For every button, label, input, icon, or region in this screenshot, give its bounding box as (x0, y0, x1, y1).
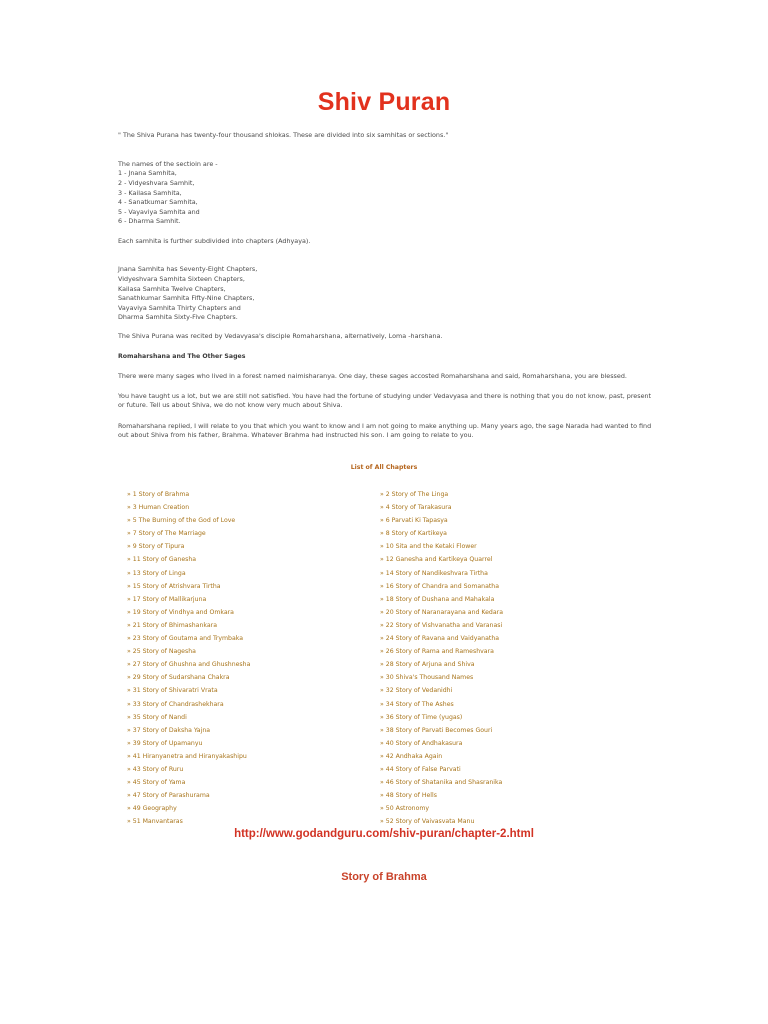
chapter-link[interactable]: » 13 Story of Linga (127, 569, 186, 577)
chapter-row (127, 660, 647, 673)
chapter-count-item: Sanathkumar Samhita Fifty-Nine Chapters, (118, 294, 255, 303)
chapter-link[interactable]: » 35 Story of Nandi (127, 713, 187, 721)
chapter-link[interactable]: » 37 Story of Daksha Yajna (127, 726, 211, 734)
chapter-link[interactable]: » 19 Story of Vindhya and Omkara (127, 608, 234, 616)
chapter-row (127, 778, 647, 791)
chapter-link[interactable]: » 41 Hiranyanetra and Hiranyakashipu (127, 752, 247, 760)
chapter-link[interactable]: » 28 Story of Arjuna and Shiva (380, 661, 475, 669)
sections-list (118, 169, 658, 227)
section-item: 1 - Jnana Samhita, (118, 169, 177, 178)
chapter-link[interactable]: » 39 Story of Upamanyu (127, 739, 203, 747)
chapter-link[interactable]: » 6 Parvati Ki Tapasya (380, 517, 448, 525)
chapter-link[interactable]: » 47 Story of Parashurama (127, 792, 210, 800)
sages-paragraph-1: There were many sages who lived in a forest named naimisharanya. One day, these sages accosted Romaharshana and said, Romaharshana, you are blessed. (118, 371, 627, 380)
section-item: 3 - Kailasa Samhita, (118, 188, 182, 197)
chapter-link[interactable]: » 17 Story of Mallikarjuna (127, 595, 207, 603)
chapter-link[interactable]: » 1 Story of Brahma (127, 491, 190, 498)
chapter-count-item: Jnana Samhita has Seventy-Eight Chapters, (118, 265, 258, 274)
page-title: Shiv Puran (317, 88, 451, 116)
chapter-row (127, 555, 647, 568)
chapter-row (127, 673, 647, 686)
chapter-row (127, 490, 647, 503)
chapter-link[interactable]: » 12 Ganesha and Kartikeya Quarrel (380, 556, 493, 564)
chapter-row (127, 739, 647, 752)
chapter-row (127, 752, 647, 765)
chapter-link[interactable]: » 46 Story of Shatanika and Shasranika (380, 779, 503, 787)
chapter-row (127, 542, 647, 555)
recited-text: The Shiva Purana was recited by Vedavyasa's disciple Romaharshana, alternatively, Loma -harshana. (118, 332, 443, 341)
chapter-link[interactable]: » 48 Story of Hells (380, 792, 437, 800)
section-item: 2 - Vidyeshvara Samhit, (118, 178, 195, 187)
chapter-row (127, 503, 647, 516)
chapter-link[interactable]: » 32 Story of Vedanidhi (380, 687, 453, 695)
chapter-counts-list (118, 265, 658, 323)
chapter-link[interactable]: » 43 Story of Ruru (127, 765, 184, 773)
chapter-row (127, 765, 647, 778)
chapter-link[interactable]: » 50 Astronomy (380, 805, 430, 813)
chapter-link[interactable]: » 38 Story of Parvati Becomes Gouri (380, 726, 493, 734)
chapter-row (127, 791, 647, 804)
chapter-link[interactable]: » 45 Story of Yama (127, 779, 186, 787)
source-url[interactable]: http://www.godandguru.com/shiv-puran/chapter-2.html (234, 828, 534, 840)
intro-quote: " The Shiva Purana has twenty-four thousand shlokas. These are divided into six samhitas or sections." (118, 131, 449, 139)
chapter-row (127, 608, 647, 621)
chapter-row (127, 621, 647, 634)
chapter-link[interactable]: » 27 Story of Ghushna and Ghushnesha (127, 661, 251, 669)
chapter-link[interactable]: » 36 Story of Time (yugas) (380, 713, 463, 721)
chapter-link[interactable]: » 8 Story of Kartikeya (380, 530, 447, 538)
chapter-count-item: Dharma Samhita Sixty-Five Chapters. (118, 313, 238, 322)
chapter-link[interactable]: » 16 Story of Chandra and Somanatha (380, 582, 500, 590)
chapter-count-item: Vidyeshvara Samhita Sixteen Chapters, (118, 274, 245, 283)
sages-paragraph-2: You have taught us a lot, but we are still not satisfied. You have had the fortune of studying under Vedavyasa and there is nothing that you do not know, past, present or future. Tell us about Shiva, we do not know very much about Shiva. (118, 391, 652, 410)
chapter-row (127, 516, 647, 529)
chapter-link[interactable]: » 52 Story of Vaivasvata Manu (380, 818, 475, 826)
chapter-link[interactable]: » 20 Story of Naranarayana and Kedara (380, 608, 503, 616)
chapter-row (127, 726, 647, 739)
chapter-row (127, 713, 647, 726)
subdivided-text: Each samhita is further subdivided into chapters (Adhyaya). (118, 236, 311, 245)
chapter-link[interactable]: » 2 Story of The Linga (380, 491, 449, 498)
chapter-link[interactable]: » 23 Story of Goutama and Trymbaka (127, 635, 244, 643)
section-item: 6 - Dharma Samhit. (118, 217, 181, 226)
chapter-link[interactable]: » 9 Story of Tipura (127, 543, 185, 551)
sages-paragraph-3: Romaharshana replied, I will relate to you that which you want to know and I am not going to make anything up. Many years ago, the sage Narada had wanted to find out about Shiva from his father, Brahma. Whatever Brahma had instructed his son. I am going to relate to you. (118, 421, 652, 440)
chapter-link[interactable]: » 11 Story of Ganesha (127, 556, 197, 564)
intro-body (118, 131, 658, 441)
chapter-row (127, 700, 647, 713)
chapter-link[interactable]: » 18 Story of Dushana and Mahakala (380, 595, 495, 603)
chapters-heading: List of All Chapters (350, 464, 418, 471)
chapter-link[interactable]: » 22 Story of Vishvanatha and Varanasi (380, 621, 503, 629)
chapter-link[interactable]: » 24 Story of Ravana and Vaidyanatha (380, 635, 500, 643)
chapter-link[interactable]: » 26 Story of Rama and Rameshvara (380, 648, 494, 656)
chapter-link[interactable]: » 29 Story of Sudarshana Chakra (127, 674, 230, 682)
sages-heading: Romaharshana and The Other Sages (118, 352, 246, 360)
chapter-row (127, 804, 647, 817)
section-item: 5 - Vayaviya Samhita and (118, 207, 200, 216)
chapter-link[interactable]: » 34 Story of The Ashes (380, 700, 454, 708)
chapter-link[interactable]: » 42 Andhaka Again (380, 752, 443, 760)
chapter-count-item: Vayaviya Samhita Thirty Chapters and (118, 303, 241, 312)
chapter-row (127, 595, 647, 608)
chapter-link[interactable]: » 33 Story of Chandrashekhara (127, 700, 224, 708)
chapter-count-item: Kailasa Samhita Twelve Chapters, (118, 284, 226, 293)
chapter-link[interactable]: » 40 Story of Andhakasura (380, 739, 463, 747)
chapter-row (127, 686, 647, 699)
chapter-link[interactable]: » 7 Story of The Marriage (127, 530, 206, 538)
chapter-link[interactable]: » 31 Story of Shivaratri Vrata (127, 687, 218, 695)
sections-intro: The names of the sectioin are - (118, 159, 218, 168)
chapter-link[interactable]: » 21 Story of Bhimashankara (127, 621, 217, 629)
chapter-link[interactable]: » 15 Story of Atrishvara Tirtha (127, 582, 221, 590)
chapter-row (127, 529, 647, 542)
chapter-row (127, 569, 647, 582)
chapters-list (127, 490, 647, 830)
chapter-link[interactable]: » 30 Shiva's Thousand Names (380, 674, 474, 682)
chapter-link[interactable]: » 3 Human Creation (127, 504, 190, 512)
chapter-link[interactable]: » 10 Sita and the Ketaki Flower (380, 543, 477, 551)
chapter-row (127, 647, 647, 660)
chapter-link[interactable]: » 44 Story of False Parvati (380, 765, 461, 773)
chapter-row (127, 634, 647, 647)
chapter-link[interactable]: » 25 Story of Nagesha (127, 648, 196, 656)
section-heading-story-of-brahma: Story of Brahma (341, 871, 427, 883)
chapter-link[interactable]: » 5 The Burning of the God of Love (127, 517, 236, 525)
chapter-link[interactable]: » 49 Geography (127, 805, 177, 813)
section-item: 4 - Sanatkumar Samhita, (118, 198, 198, 207)
chapter-link[interactable]: » 51 Manvantaras (127, 818, 183, 826)
chapter-link[interactable]: » 4 Story of Tarakasura (380, 504, 452, 512)
chapter-row (127, 582, 647, 595)
chapter-link[interactable]: » 14 Story of Nandikeshvara Tirtha (380, 569, 488, 577)
